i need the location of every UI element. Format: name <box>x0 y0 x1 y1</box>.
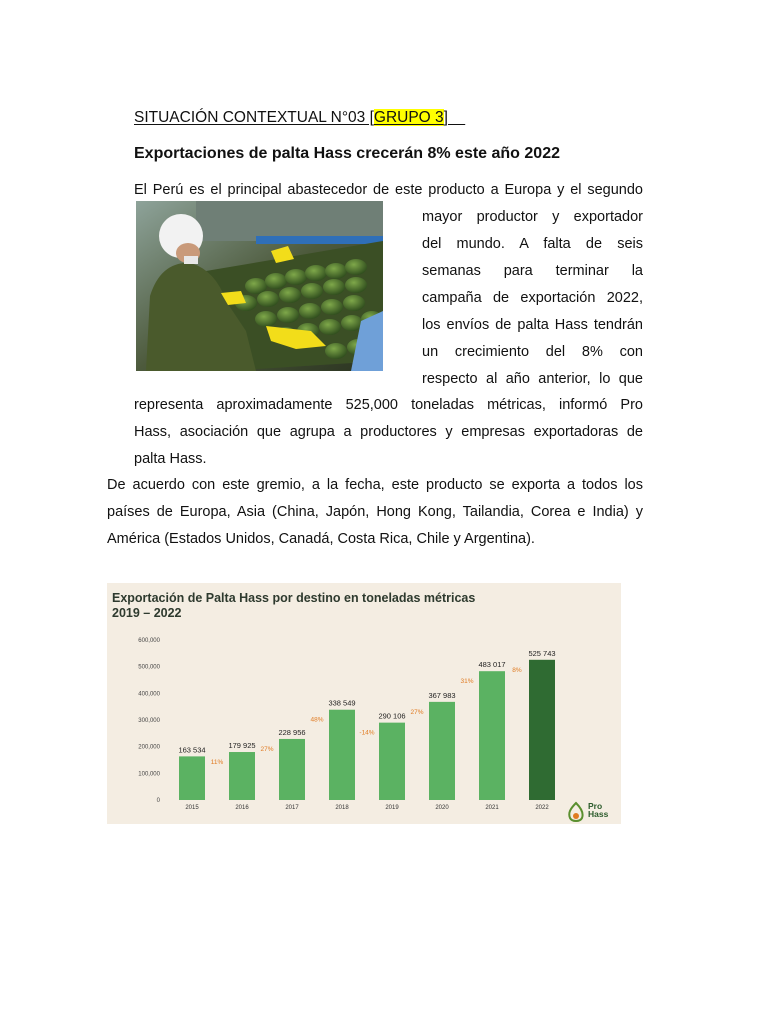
paragraph-line: un crecimiento del 8% con <box>422 344 643 360</box>
growth-label: 27% <box>260 745 274 753</box>
bar <box>279 739 305 800</box>
growth-label: 48% <box>310 716 324 724</box>
heading-suffix: ] <box>443 109 448 126</box>
bar-value-label: 367 983 <box>428 690 456 700</box>
bar <box>479 671 505 800</box>
paragraph-line: De acuerdo con este gremio, a la fecha, este producto se exporta a todos los <box>107 477 643 493</box>
heading-prefix: SITUACIÓN CONTEXTUAL N°03 [ <box>134 109 374 126</box>
y-tick-label: 200,000 <box>138 744 160 751</box>
x-tick-label: 2018 <box>335 805 349 811</box>
growth-label: 8% <box>512 666 522 674</box>
growth-label: 27% <box>410 708 424 716</box>
article-title: Exportaciones de palta Hass crecerán 8% este año 2022 <box>134 145 560 162</box>
y-tick-label: 0 <box>156 798 160 804</box>
bar-value-label: 179 925 <box>228 741 256 751</box>
bar <box>329 710 355 800</box>
avocado-sorting-photo <box>136 201 383 371</box>
paragraph-line: semanas para terminar la <box>422 263 643 279</box>
paragraph-line: palta Hass. <box>134 451 207 467</box>
x-tick-label: 2017 <box>285 805 299 811</box>
bar <box>229 752 255 800</box>
x-tick-label: 2015 <box>185 805 199 811</box>
group-highlight: GRUPO 3 <box>373 109 444 126</box>
growth-label: -14% <box>359 729 375 737</box>
bar-value-label: 290 106 <box>378 711 406 721</box>
paragraph-line: los envíos de palta Hass tendrán <box>422 317 643 333</box>
bar <box>429 702 455 800</box>
chart-title-line1: Exportación de Palta Hass por destino en toneladas métricas <box>112 591 476 605</box>
bar-value-label: 483 017 <box>478 660 506 670</box>
x-tick-label: 2021 <box>485 805 499 811</box>
paragraph-line: mayor productor y exportador <box>422 209 643 225</box>
bar-value-label: 163 534 <box>178 745 206 755</box>
paragraph-line: Hass, asociación que agrupa a productores y empresas exportadoras de <box>134 424 643 440</box>
x-tick-label: 2022 <box>535 805 549 811</box>
growth-label: 11% <box>210 759 224 767</box>
growth-label: 31% <box>460 678 474 686</box>
bar-value-label: 228 956 <box>278 727 306 737</box>
logo-line2: Hass <box>588 809 609 819</box>
chart-title-line2: 2019 – 2022 <box>112 606 182 620</box>
paragraph-line: representa aproximadamente 525,000 toneladas métricas, informó Pro <box>134 397 643 413</box>
paragraph-line: América (Estados Unidos, Canadá, Costa Rica, Chile y Argentina). <box>107 531 535 547</box>
bar-chart-plot <box>107 583 621 824</box>
paragraph-line: respecto al año anterior, lo que <box>422 371 643 387</box>
bar-value-label: 338 549 <box>328 698 356 708</box>
bar <box>179 756 205 800</box>
paragraph-line: del mundo. A falta de seis <box>422 236 643 252</box>
x-tick-label: 2020 <box>435 805 449 811</box>
y-tick-label: 100,000 <box>138 771 160 778</box>
bar-value-label: 525 743 <box>528 648 556 658</box>
x-tick-label: 2016 <box>235 805 249 811</box>
y-tick-label: 400,000 <box>138 691 160 698</box>
y-tick-label: 500,000 <box>138 664 160 671</box>
paragraph-line: países de Europa, Asia (China, Japón, Hong Kong, Tailandia, Corea e India) y <box>107 504 643 520</box>
paragraph-line: campaña de exportación 2022, <box>422 290 643 306</box>
export-chart <box>107 583 621 824</box>
paragraph-line: El Perú es el principal abastecedor de este producto a Europa y el segundo <box>134 182 643 198</box>
bar <box>529 660 555 800</box>
y-tick-label: 300,000 <box>138 718 160 724</box>
page-heading <box>134 109 465 127</box>
prohass-logo-text <box>588 802 608 818</box>
prohass-logo-icon <box>567 801 585 823</box>
y-tick-label: 600,000 <box>138 638 160 644</box>
logo-line1: Pro <box>588 801 603 811</box>
x-tick-label: 2019 <box>385 805 399 811</box>
bar <box>379 723 405 800</box>
